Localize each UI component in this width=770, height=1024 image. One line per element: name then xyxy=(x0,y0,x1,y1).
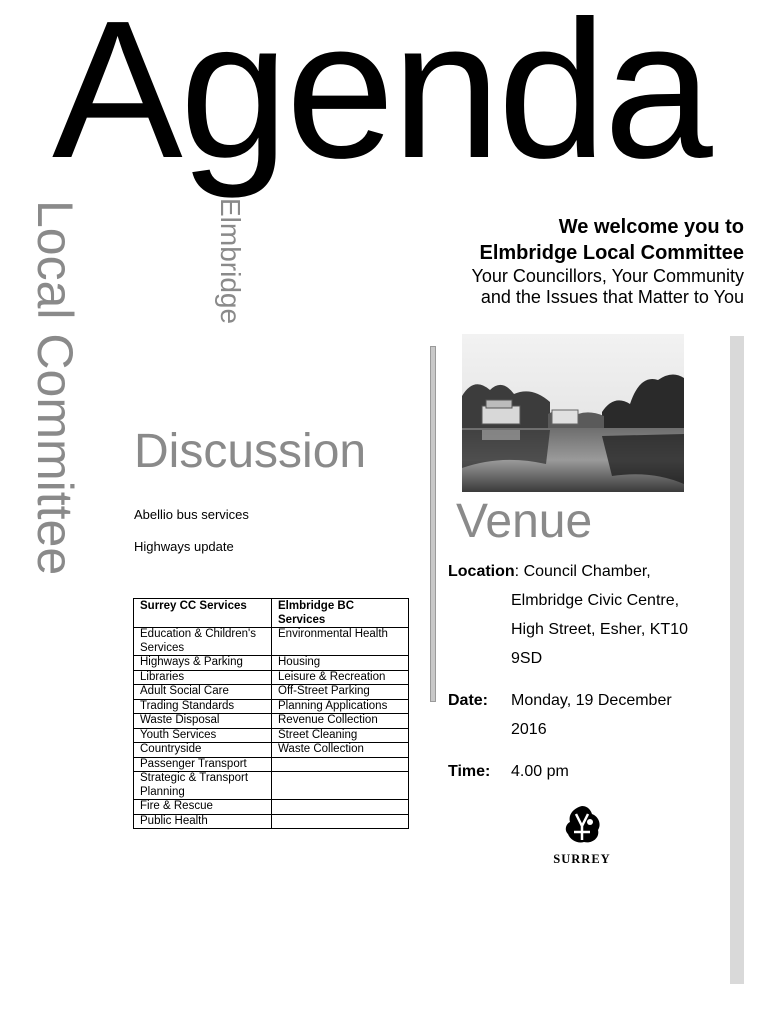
surrey-logo-icon xyxy=(562,804,602,846)
table-cell-elmbridge: Street Cleaning xyxy=(272,728,409,743)
table-cell-surrey: Trading Standards xyxy=(134,699,272,714)
table-header-elmbridge: Elmbridge BC Services xyxy=(272,599,409,628)
table-row xyxy=(134,728,409,743)
surrey-logo xyxy=(546,804,618,867)
table-row xyxy=(134,670,409,685)
table-cell-surrey: Adult Social Care xyxy=(134,685,272,700)
table-row xyxy=(134,757,409,772)
table-cell-elmbridge xyxy=(272,800,409,815)
time-value: 4.00 pm xyxy=(511,763,569,780)
welcome-line-4: and the Issues that Matter to You xyxy=(480,287,744,307)
table-cell-elmbridge: Housing xyxy=(272,656,409,671)
table-cell-surrey: Education & Children's Services xyxy=(134,628,272,656)
date-line-2: 2016 xyxy=(511,721,547,738)
side-strip xyxy=(730,336,744,984)
table-row xyxy=(134,772,409,800)
location-line-2: Elmbridge Civic Centre, xyxy=(511,592,680,609)
table-header-row xyxy=(134,599,409,628)
location-line-4: 9SD xyxy=(511,650,543,667)
date-row xyxy=(448,692,672,710)
location-line-3: High Street, Esher, KT10 xyxy=(511,621,688,638)
table-body xyxy=(134,628,409,829)
discussion-item: Abellio bus services xyxy=(134,507,249,522)
surrey-logo-text: SURREY xyxy=(553,852,611,866)
time-label: Time: xyxy=(448,763,491,780)
table-row xyxy=(134,628,409,656)
time-row xyxy=(448,763,569,781)
table-cell-elmbridge xyxy=(272,814,409,829)
welcome-line-1: We welcome you to xyxy=(558,216,744,238)
table-cell-surrey: Waste Disposal xyxy=(134,714,272,729)
table-row xyxy=(134,800,409,815)
welcome-line-2: Elmbridge Local Committee xyxy=(479,242,744,264)
location-separator: : xyxy=(514,563,524,580)
table-cell-surrey: Countryside xyxy=(134,743,272,758)
table-cell-elmbridge: Planning Applications xyxy=(272,699,409,714)
discussion-heading: Discussion xyxy=(134,425,367,478)
table-cell-elmbridge: Environmental Health xyxy=(272,628,409,656)
table-cell-elmbridge: Revenue Collection xyxy=(272,714,409,729)
table-cell-elmbridge xyxy=(272,757,409,772)
date-line-1: Monday, 19 December xyxy=(511,692,672,709)
table-row xyxy=(134,743,409,758)
table-cell-surrey: Public Health xyxy=(134,814,272,829)
table-cell-surrey: Highways & Parking xyxy=(134,656,272,671)
location-label: Location xyxy=(448,563,515,580)
divider-bar xyxy=(430,346,436,702)
table-cell-surrey: Libraries xyxy=(134,670,272,685)
table-header-surrey: Surrey CC Services xyxy=(134,599,272,628)
table-cell-elmbridge: Waste Collection xyxy=(272,743,409,758)
table-cell-surrey: Youth Services xyxy=(134,728,272,743)
table-cell-surrey: Passenger Transport xyxy=(134,757,272,772)
table-cell-elmbridge: Leisure & Recreation xyxy=(272,670,409,685)
table-cell-elmbridge xyxy=(272,772,409,800)
table-row xyxy=(134,814,409,829)
services-table xyxy=(133,598,409,829)
table-row xyxy=(134,685,409,700)
date-label: Date: xyxy=(448,692,489,709)
location-row xyxy=(448,563,651,581)
vertical-elmbridge: Elmbridge xyxy=(215,198,246,325)
welcome-block xyxy=(384,214,744,308)
table-cell-surrey: Strategic & Transport Planning xyxy=(134,772,272,800)
table-cell-elmbridge: Off-Street Parking xyxy=(272,685,409,700)
vertical-local-committee: Local Committee xyxy=(27,200,83,576)
discussion-item: Highways update xyxy=(134,539,234,554)
welcome-line-3: Your Councillors, Your Community xyxy=(471,266,744,286)
table-cell-surrey: Fire & Rescue xyxy=(134,800,272,815)
venue-heading: Venue xyxy=(456,495,593,548)
location-line-1: Council Chamber, xyxy=(523,563,651,580)
venue-photo xyxy=(462,334,684,492)
table-row xyxy=(134,714,409,729)
table-row xyxy=(134,699,409,714)
table-row xyxy=(134,656,409,671)
agenda-title: Agenda xyxy=(52,0,710,199)
